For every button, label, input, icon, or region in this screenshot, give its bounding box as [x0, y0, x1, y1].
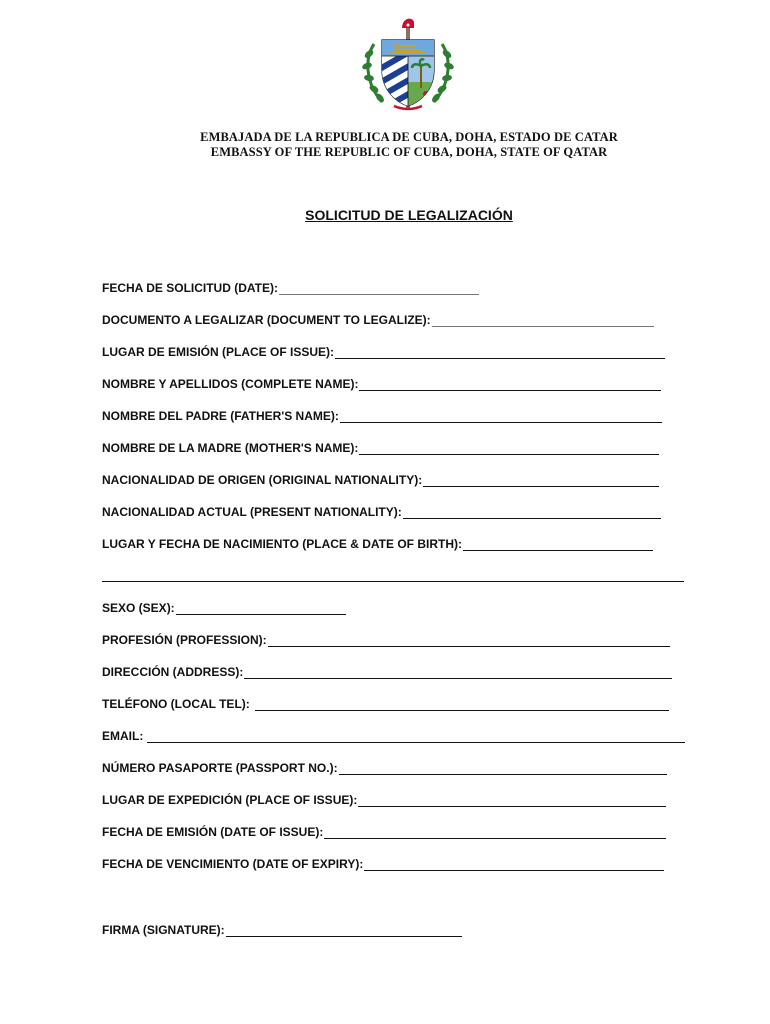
embassy-name-spanish: EMBAJADA DE LA REPUBLICA DE CUBA, DOHA, ESTADO DE CATAR — [200, 130, 618, 144]
field-label: PROFESIÓN (PROFESSION): — [102, 633, 267, 647]
field-date-of-issue[interactable] — [102, 823, 666, 839]
field-complete-name[interactable] — [102, 375, 661, 391]
field-label: NACIONALIDAD ACTUAL (PRESENT NATIONALITY): — [102, 505, 402, 519]
input-line[interactable] — [463, 538, 653, 551]
input-line[interactable] — [339, 762, 667, 775]
field-label: NOMBRE DEL PADRE (FATHER'S NAME): — [102, 409, 339, 423]
input-line[interactable] — [176, 602, 346, 615]
cuba-coat-of-arms-icon — [360, 14, 456, 114]
field-address[interactable] — [102, 663, 672, 679]
input-line[interactable] — [255, 698, 669, 711]
input-line[interactable] — [359, 442, 659, 455]
field-place-of-issue[interactable] — [102, 343, 665, 359]
input-line[interactable] — [358, 794, 666, 807]
input-line[interactable] — [268, 634, 670, 647]
field-document[interactable] — [102, 311, 654, 327]
field-present-nationality[interactable] — [102, 503, 661, 519]
field-label: FECHA DE VENCIMIENTO (DATE OF EXPIRY): — [102, 857, 364, 871]
field-sex[interactable] — [102, 599, 346, 615]
field-label: NACIONALIDAD DE ORIGEN (ORIGINAL NATIONALITY): — [102, 473, 423, 487]
input-line[interactable] — [432, 314, 654, 327]
field-place-of-expedition[interactable] — [102, 791, 666, 807]
input-line[interactable] — [324, 826, 666, 839]
form-title: SOLICITUD DE LEGALIZACIÓN — [305, 207, 513, 223]
field-request-date[interactable] — [102, 279, 479, 295]
birth-continuation-line[interactable] — [102, 581, 684, 582]
field-label: DIRECCIÓN (ADDRESS): — [102, 665, 244, 679]
field-original-nationality[interactable] — [102, 471, 659, 487]
signature-line[interactable] — [226, 924, 462, 937]
field-signature[interactable] — [102, 921, 462, 937]
field-mothers-name[interactable] — [102, 439, 659, 455]
embassy-name-english: EMBASSY OF THE REPUBLIC OF CUBA, DOHA, STATE OF QATAR — [210, 145, 608, 159]
input-line[interactable] — [364, 858, 664, 871]
field-label: LUGAR Y FECHA DE NACIMIENTO (PLACE & DATE OF BIRTH): — [102, 537, 462, 551]
input-line[interactable] — [423, 474, 659, 487]
field-local-tel[interactable] — [102, 695, 669, 711]
field-place-date-of-birth[interactable] — [102, 535, 653, 551]
input-line[interactable] — [359, 378, 661, 391]
field-label: FECHA DE EMISIÓN (DATE OF ISSUE): — [102, 825, 324, 839]
field-label: SEXO (SEX): — [102, 601, 175, 615]
field-label: NÚMERO PASAPORTE (PASSPORT NO.): — [102, 761, 338, 775]
field-label: EMAIL: — [102, 729, 144, 743]
field-date-of-expiry[interactable] — [102, 855, 664, 871]
input-line[interactable] — [335, 346, 665, 359]
field-label: NOMBRE Y APELLIDOS (COMPLETE NAME): — [102, 377, 359, 391]
field-label: LUGAR DE EMISIÓN (PLACE OF ISSUE): — [102, 345, 335, 359]
input-line[interactable] — [279, 282, 479, 295]
field-label: FECHA DE SOLICITUD (DATE): — [102, 281, 278, 295]
field-label: NOMBRE DE LA MADRE (MOTHER'S NAME): — [102, 441, 359, 455]
field-label: TELÉFONO (LOCAL TEL): — [102, 697, 250, 711]
field-passport-number[interactable] — [102, 759, 667, 775]
field-email[interactable] — [102, 727, 685, 743]
input-line[interactable] — [340, 410, 662, 423]
field-label: LUGAR DE EXPEDICIÓN (PLACE OF ISSUE): — [102, 793, 358, 807]
input-line[interactable] — [244, 666, 672, 679]
input-line[interactable] — [147, 730, 685, 743]
input-line[interactable] — [403, 506, 661, 519]
field-label: FIRMA (SIGNATURE): — [102, 923, 225, 937]
field-label: DOCUMENTO A LEGALIZAR (DOCUMENT TO LEGALIZE): — [102, 313, 431, 327]
field-profession[interactable] — [102, 631, 670, 647]
field-fathers-name[interactable] — [102, 407, 662, 423]
